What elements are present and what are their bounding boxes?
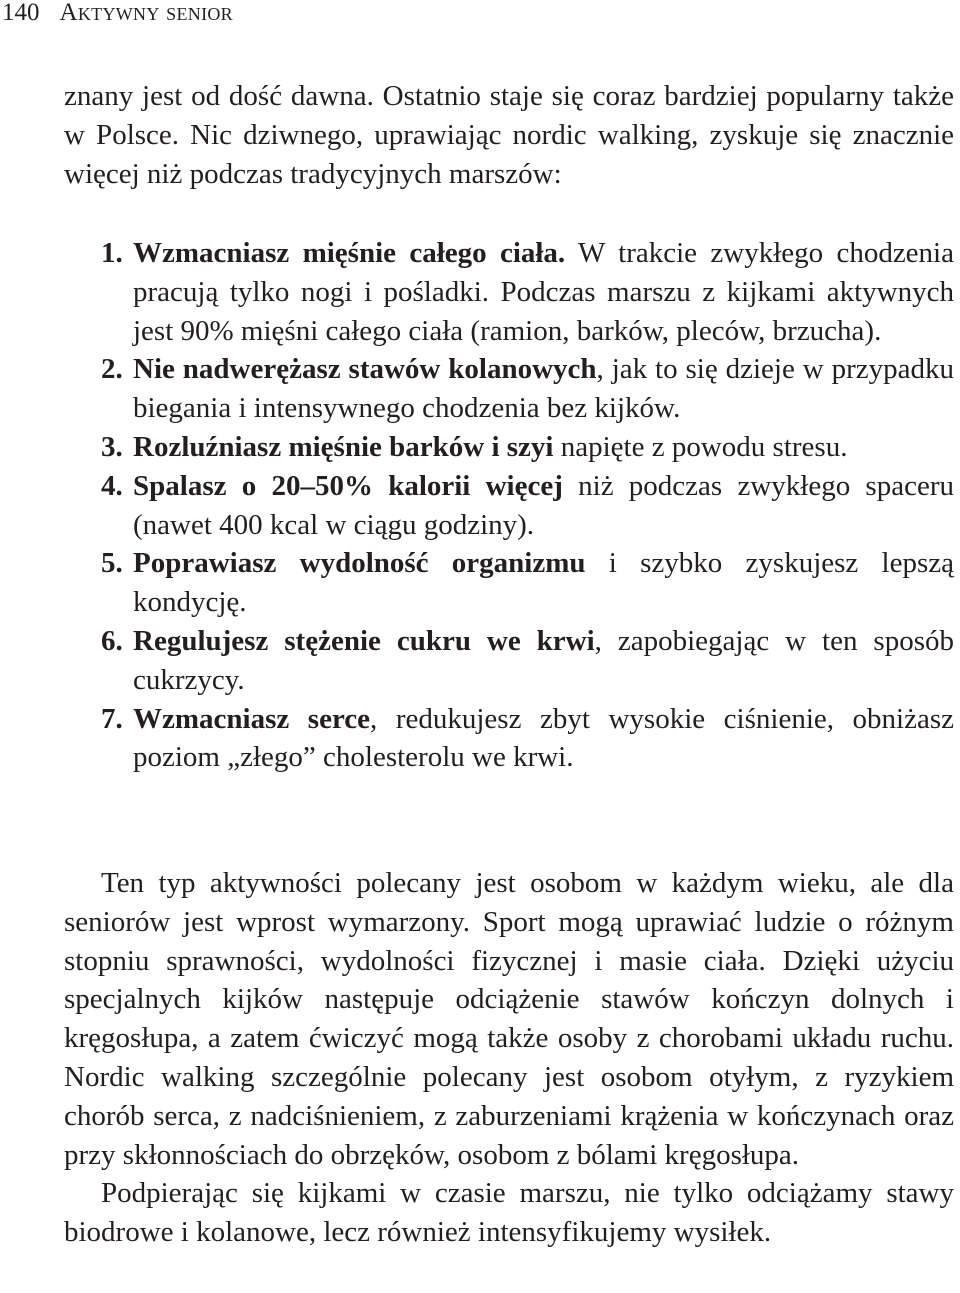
- list-item-4: [64, 467, 954, 545]
- list-item-2: [64, 350, 954, 428]
- list-item-number: 7.: [101, 702, 123, 735]
- list-item-text: napięte z powodu stresu.: [553, 430, 848, 463]
- list-item-heading: Regulujesz stężenie cukru we krwi: [133, 624, 595, 657]
- running-header: [2, 0, 233, 28]
- list-item-heading: Spalasz o 20–50% kalorii więcej: [133, 469, 563, 502]
- list-item-heading: Nie nadwerężasz stawów kolanowych: [133, 353, 597, 386]
- list-item-5: [64, 544, 954, 622]
- list-item-heading: Wzmacniasz mięśnie całego ciała.: [133, 237, 566, 269]
- list-item-heading: Poprawiasz wydolność organizmu: [133, 547, 586, 580]
- intro-paragraph: znany jest od dość dawna. Ostatnio staje się coraz bardziej popularny także w Polsce. Nic dziwnego, uprawiając nordic walking, zyskuje się znacznie więcej niż podczas tradycyjnych marszów:: [64, 80, 954, 190]
- body-paragraph-1: Ten typ aktywności polecany jest osobom w każdym wieku, ale dla seniorów jest wprost wymarzony. Sport mogą uprawiać ludzie o różnym stopniu sprawności, wydolności fizycznej i masie ciała. Dzięki użyciu specjalnych kijków następuje odciążenie stawów kończyn dolnych i kręgosłupa, a zatem ćwiczyć mogą także osoby z chorobami układu ruchu. Nordic walking szczególnie polecany jest osobom otyłym, z ryzykiem chorób serca, z nadciśnieniem, z zaburzeniami krążenia w kończynach oraz przy skłonnościach do obrzęków, osobom z bólami kręgosłupa.: [64, 867, 954, 1171]
- list-item-7: [64, 700, 954, 778]
- list-item-heading: Rozluźniasz mięśnie barków i szyi: [133, 430, 554, 463]
- page-number: 140: [2, 0, 40, 26]
- benefits-list: [64, 234, 954, 777]
- closing-text-block: [64, 864, 954, 1252]
- list-item-number: 5.: [101, 547, 123, 580]
- running-title: Aktywny senior: [59, 0, 233, 26]
- list-item-1: [64, 234, 954, 350]
- list-item-6: [64, 622, 954, 700]
- list-item-text: , zapobiegając w ten sposób cukrzycy.: [133, 624, 954, 696]
- list-item-text: niż podczas zwykłego spaceru (nawet 400 kcal w ciągu godziny).: [133, 469, 954, 541]
- list-item-number: 2.: [101, 353, 123, 386]
- list-item-text: W trakcie zwykłego chodzenia pracują tylko nogi i pośladki. Podczas marszu z kijkami aktywnych jest 90% mięśni całego ciała (ramion, barków, pleców, brzucha).: [133, 237, 954, 347]
- list-item-number: 4.: [101, 469, 123, 502]
- intro-paragraph-block: [64, 77, 954, 193]
- list-item-text: , redukujesz zbyt wysokie ciśnienie, obniżasz poziom „złego” cholesterolu we krwi.: [133, 702, 954, 774]
- list-item-number: 3.: [101, 430, 123, 463]
- body-paragraph-2: Podpierając się kijkami w czasie marszu, nie tylko odciążamy stawy biodrowe i kolanowe, lecz również intensyfikujemy wysiłek.: [64, 1177, 954, 1249]
- list-item-3: [64, 428, 954, 467]
- list-item-number: 1.: [101, 237, 123, 269]
- list-item-text: i szybko zyskujesz lepszą kondycję.: [133, 547, 954, 619]
- list-item-text: , jak to się dzieje w przypadku biegania i intensywnego chodzenia bez kijków.: [133, 353, 954, 425]
- list-item-heading: Wzmacniasz serce: [133, 702, 371, 735]
- list-item-number: 6.: [101, 624, 123, 657]
